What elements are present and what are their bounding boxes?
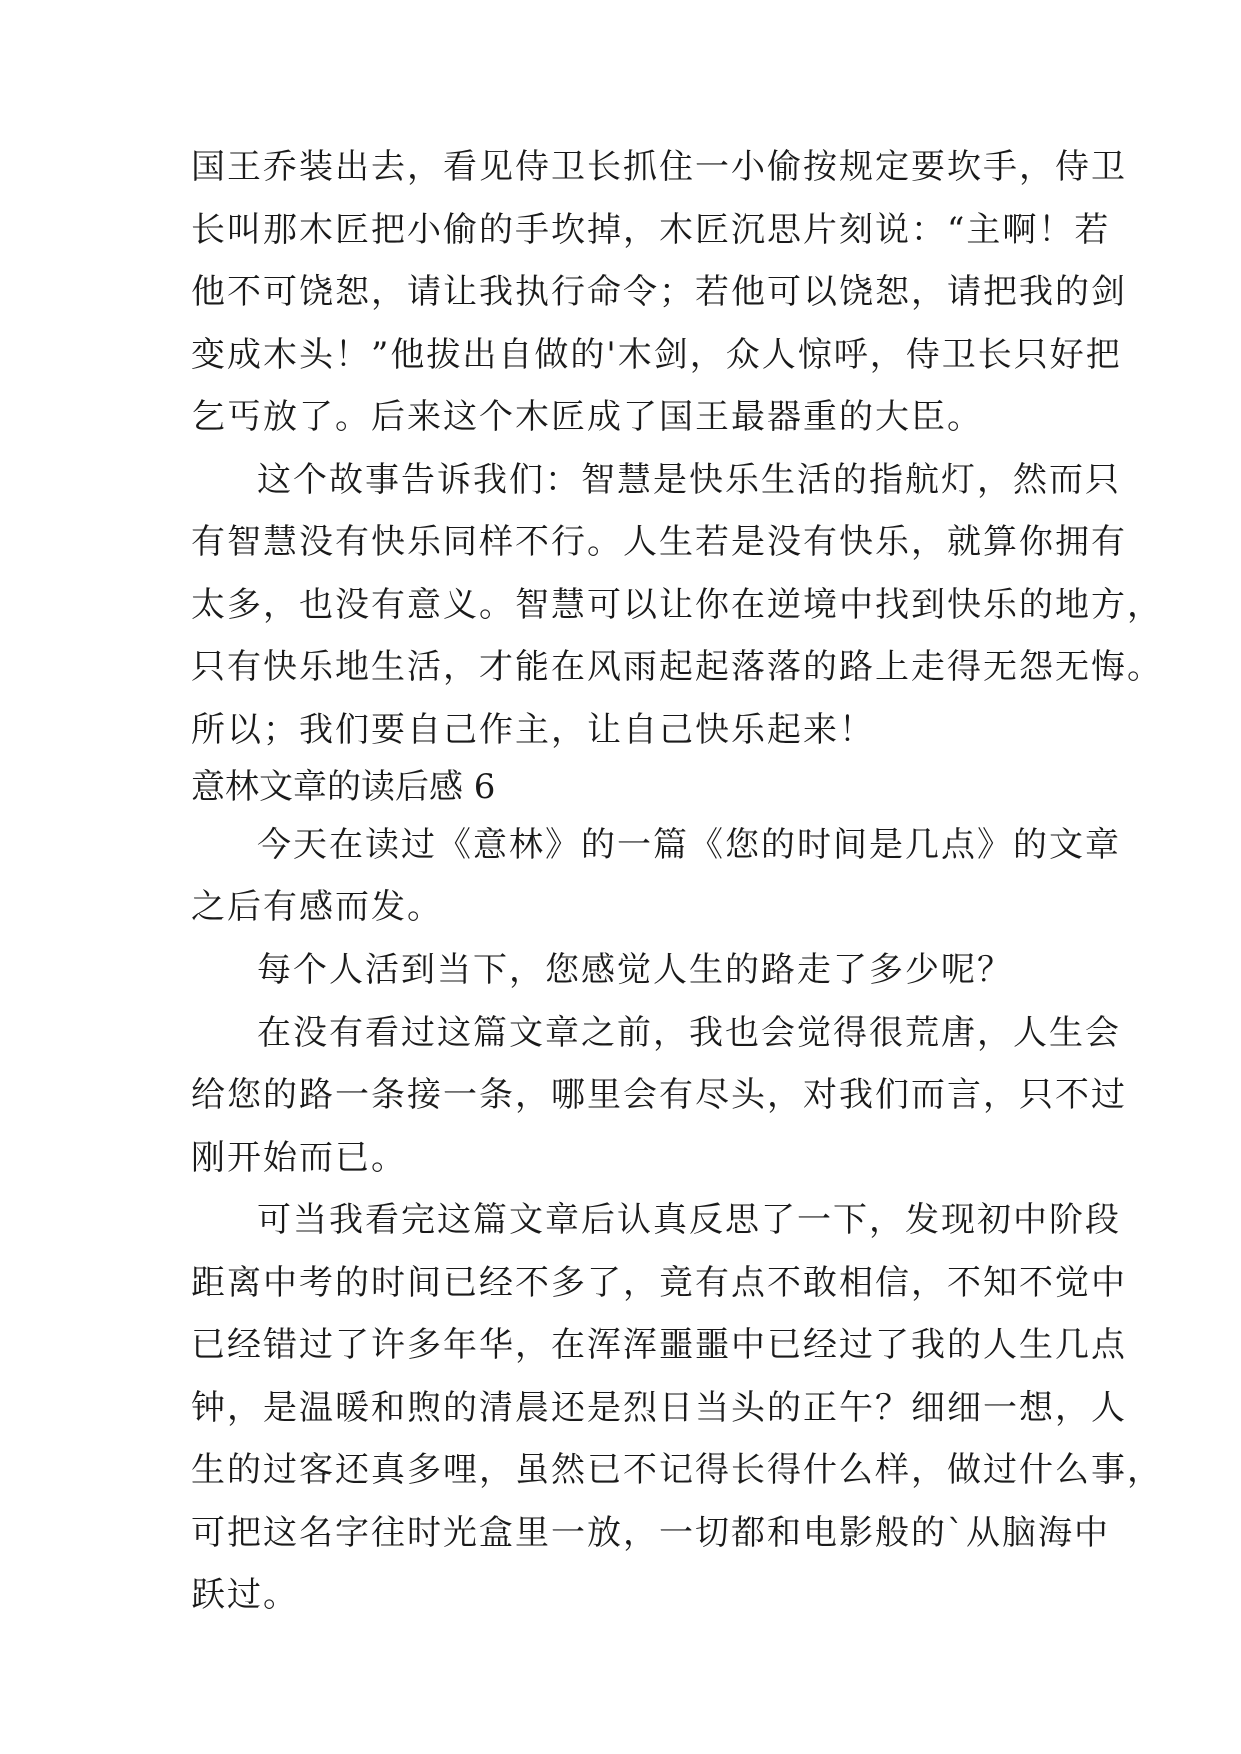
paragraph-2-line: 有智慧没有快乐同样不行。人生若是没有快乐，就算你拥有 bbox=[191, 522, 1127, 562]
paragraph-3-line: 之后有感而发。 bbox=[191, 887, 443, 927]
paragraph-6-line: 跃过。 bbox=[191, 1575, 299, 1615]
paragraph-2-line: 只有快乐地生活，才能在风雨起起落落的路上走得无怨无悔。 bbox=[191, 647, 1163, 687]
paragraph-5-line: 在没有看过这篇文章之前，我也会觉得很荒唐，人生会 bbox=[257, 1013, 1121, 1053]
paragraph-4-line: 每个人活到当下，您感觉人生的路走了多少呢？ bbox=[257, 950, 1013, 990]
paragraph-2-line: 这个故事告诉我们：智慧是快乐生活的指航灯，然而只 bbox=[257, 460, 1121, 500]
paragraph-3-line: 今天在读过《意林》的一篇《您的时间是几点》的文章 bbox=[257, 825, 1121, 865]
paragraph-5-line: 给您的路一条接一条，哪里会有尽头，对我们而言，只不过 bbox=[191, 1075, 1127, 1115]
paragraph-6-line: 已经错过了许多年华，在浑浑噩噩中已经过了我的人生几点 bbox=[191, 1325, 1127, 1365]
paragraph-1-line: 变成木头！”他拔出自做的'木剑，众人惊呼，侍卫长只好把 bbox=[191, 335, 1122, 375]
paragraph-6-line: 钟，是温暖和煦的清晨还是烈日当头的正午？细细一想，人 bbox=[191, 1388, 1127, 1428]
paragraph-6-line: 可当我看完这篇文章后认真反思了一下，发现初中阶段 bbox=[257, 1200, 1121, 1240]
paragraph-6-line: 生的过客还真多哩，虽然已不记得长得什么样，做过什么事， bbox=[191, 1450, 1163, 1490]
paragraph-1-line: 他不可饶恕，请让我执行命令；若他可以饶恕，请把我的剑 bbox=[191, 272, 1127, 312]
paragraph-1-line: 国王乔装出去，看见侍卫长抓住一小偷按规定要坎手，侍卫 bbox=[191, 147, 1127, 187]
section-title: 意林文章的读后感 6 bbox=[191, 767, 496, 807]
paragraph-2-line: 太多，也没有意义。智慧可以让你在逆境中找到快乐的地方， bbox=[191, 585, 1163, 625]
paragraph-6-line: 距离中考的时间已经不多了，竟有点不敢相信，不知不觉中 bbox=[191, 1263, 1127, 1303]
paragraph-5-line: 刚开始而已。 bbox=[191, 1138, 407, 1178]
paragraph-2-line: 所以；我们要自己作主，让自己快乐起来！ bbox=[191, 710, 875, 750]
paragraph-1-line: 长叫那木匠把小偷的手坎掉，木匠沉思片刻说：“主啊！若 bbox=[191, 210, 1111, 250]
paragraph-6-line: 可把这名字往时光盒里一放，一切都和电影般的`从脑海中 bbox=[191, 1513, 1110, 1553]
paragraph-1-line: 乞丐放了。后来这个木匠成了国王最器重的大臣。 bbox=[191, 397, 983, 437]
